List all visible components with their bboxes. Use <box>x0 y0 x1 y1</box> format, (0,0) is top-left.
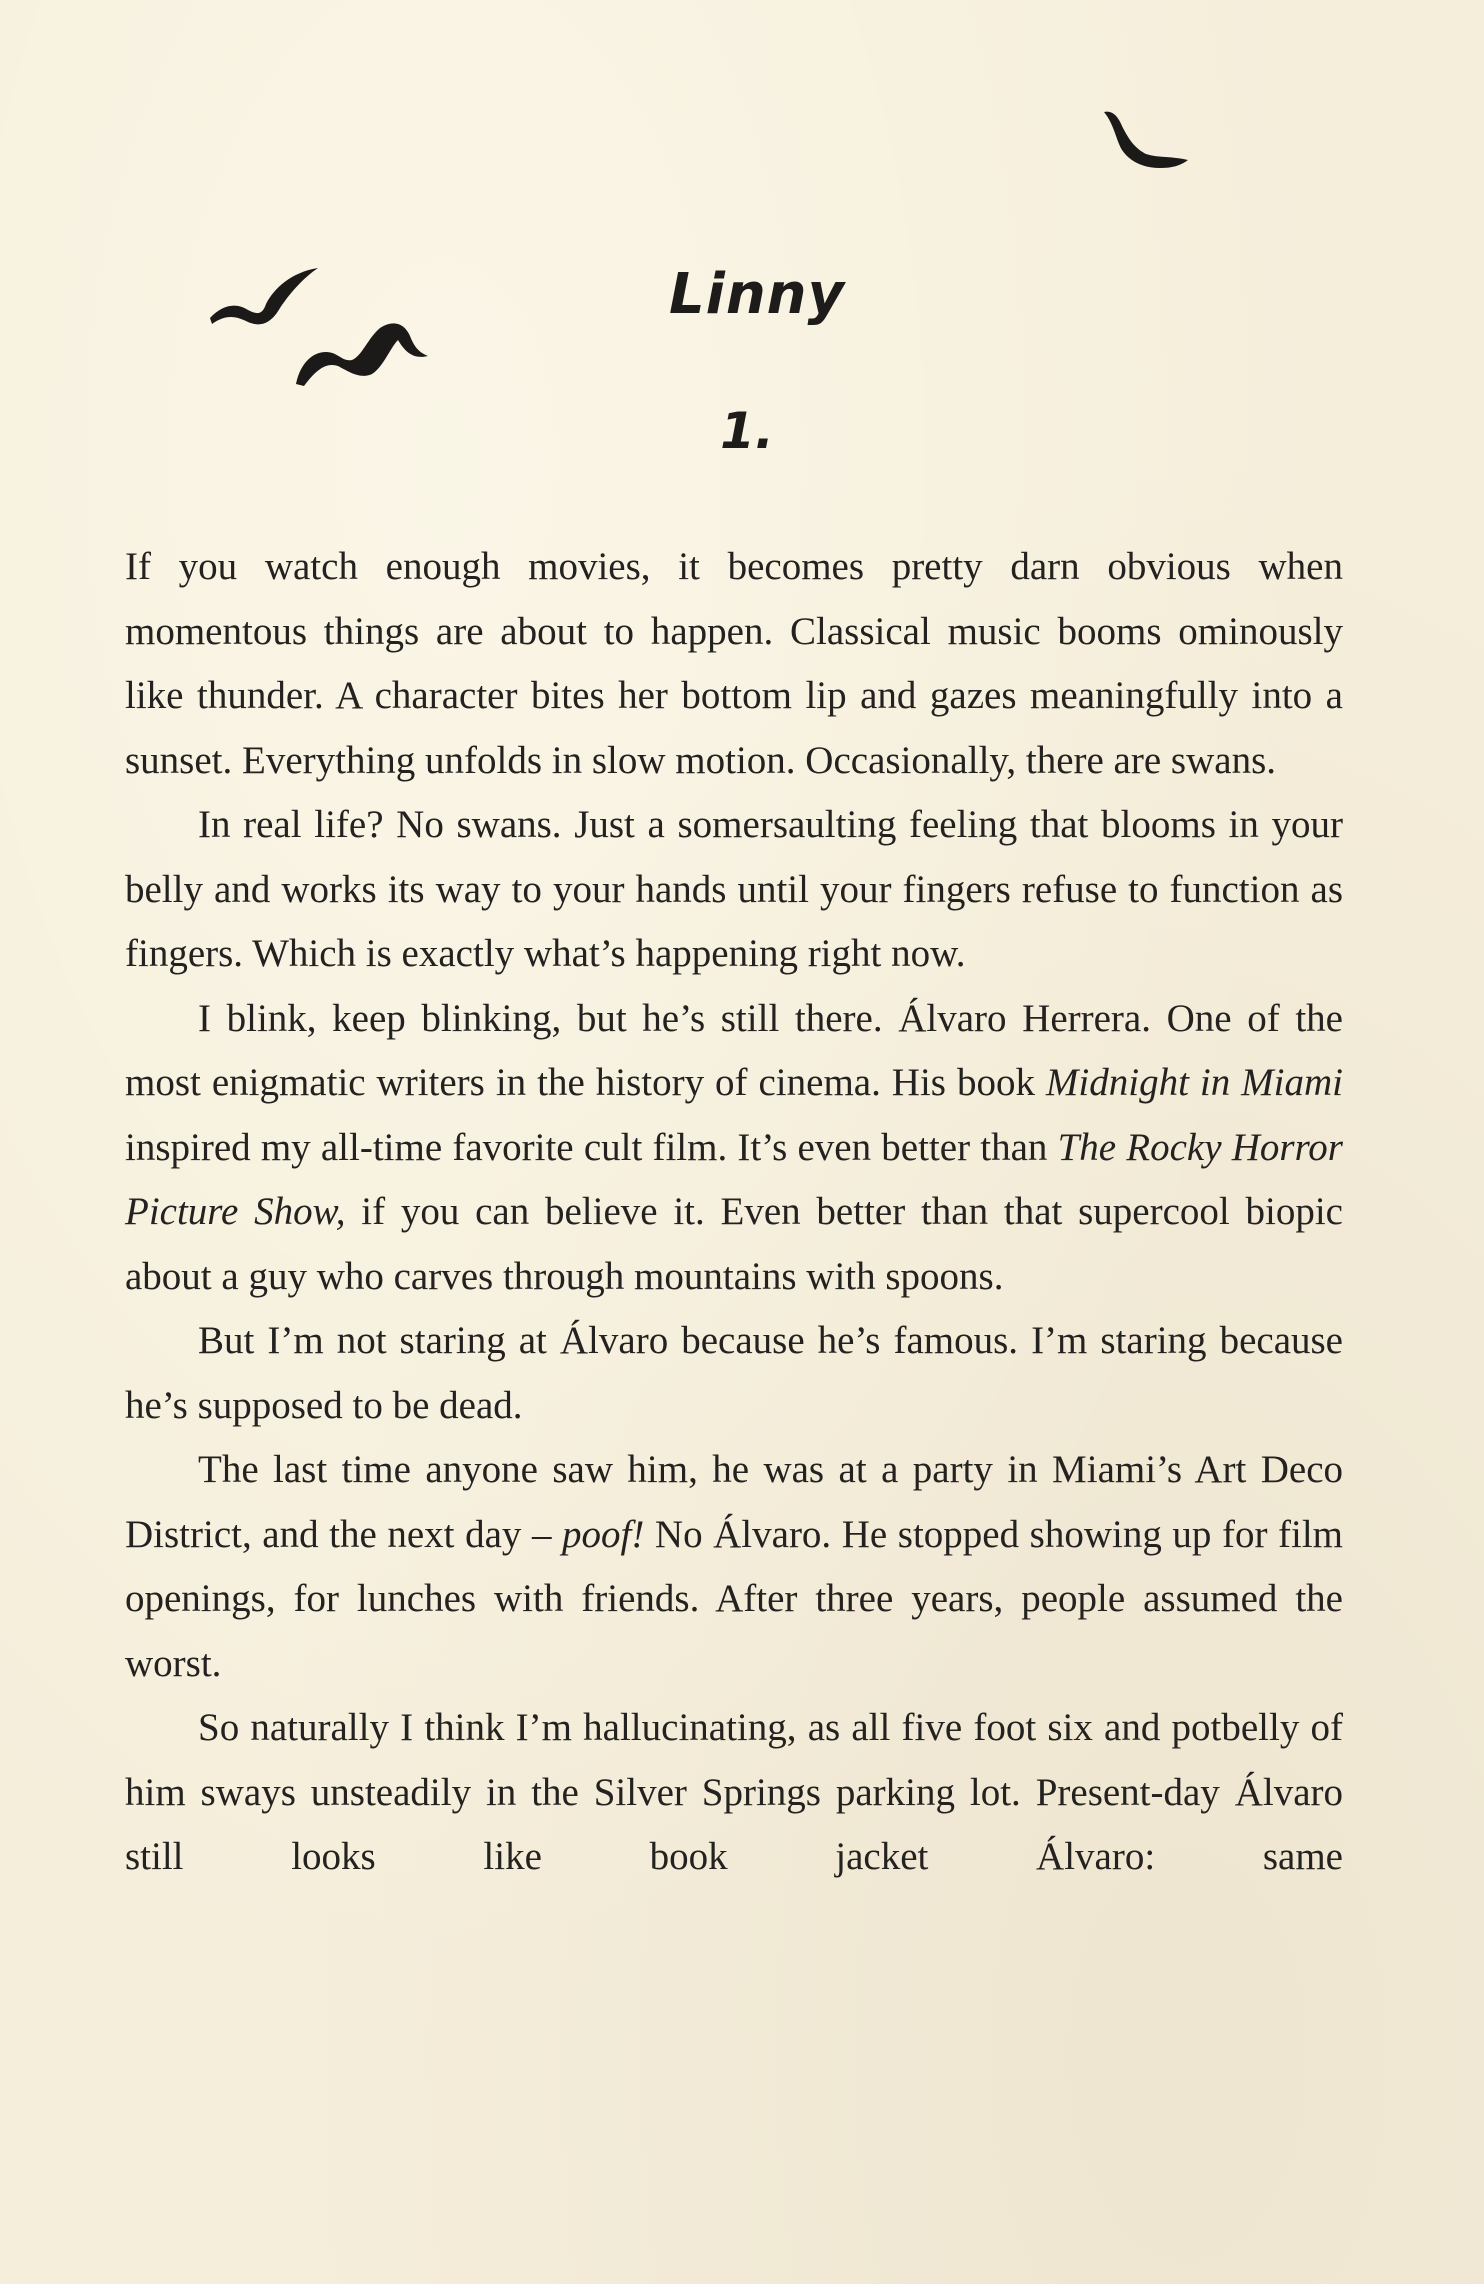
paragraph-text: But I’m not staring at Álvaro because he’s famous. I’m staring because he’s supposed to be dead. <box>125 1319 1343 1427</box>
paragraph <box>125 535 1343 793</box>
book-title: Midnight in Miami <box>1045 1061 1344 1104</box>
paragraph <box>125 987 1343 1310</box>
film-title: The Rocky Horror Picture Show, <box>125 1125 1343 1233</box>
paragraph-text: No Álvaro. He stopped showing up for film openings, for lunches with friends. After three years, people assumed the worst. <box>125 1512 1343 1685</box>
bird-middle-icon <box>296 323 428 386</box>
paragraph <box>125 1696 1343 1890</box>
paragraph <box>125 1438 1343 1696</box>
paragraph-text: The last time anyone saw him, he was at a party in Miami’s Art Deco District, and the next day – <box>125 1448 1343 1556</box>
emphasis-text: poof! <box>562 1512 645 1556</box>
chapter-number: 1. <box>720 402 774 460</box>
paragraph-text: if you can believe it. Even better than that supercool biopic about a guy who carves through mountains with spoons. <box>125 1190 1343 1298</box>
body-text <box>125 535 1343 1890</box>
bird-right-icon <box>1104 112 1188 168</box>
paragraph-text: If you watch enough movies, it becomes pretty darn obvious when momentous things are about to happen. Classical music booms ominously like thunder. A character bites her bottom lip and gazes meaningfully into a sunset. Everything unfolds in slow motion. Occasionally, there are swans. <box>125 545 1343 782</box>
paragraph <box>125 1309 1343 1438</box>
paragraph-text: So naturally I think I’m hallucinating, as all five foot six and potbelly of him sways unsteadily in the Silver Springs parking lot. Present-day Álvaro still looks like book jacket Álvaro: same <box>125 1706 1343 1878</box>
paragraph <box>125 793 1343 987</box>
paragraph-text: In real life? No swans. Just a somersaulting feeling that blooms in your belly and works its way to your hands until your fingers refuse to function as fingers. Which is exactly what’s happening right now. <box>125 803 1343 975</box>
paragraph-text: I blink, keep blinking, but he’s still there. Álvaro Herrera. One of the most enigmatic writers in the history of cinema. His book <box>125 996 1343 1104</box>
paragraph-text: inspired my all-time favorite cult film. It’s even better than <box>125 1125 1058 1169</box>
chapter-title: Linny <box>668 262 846 327</box>
